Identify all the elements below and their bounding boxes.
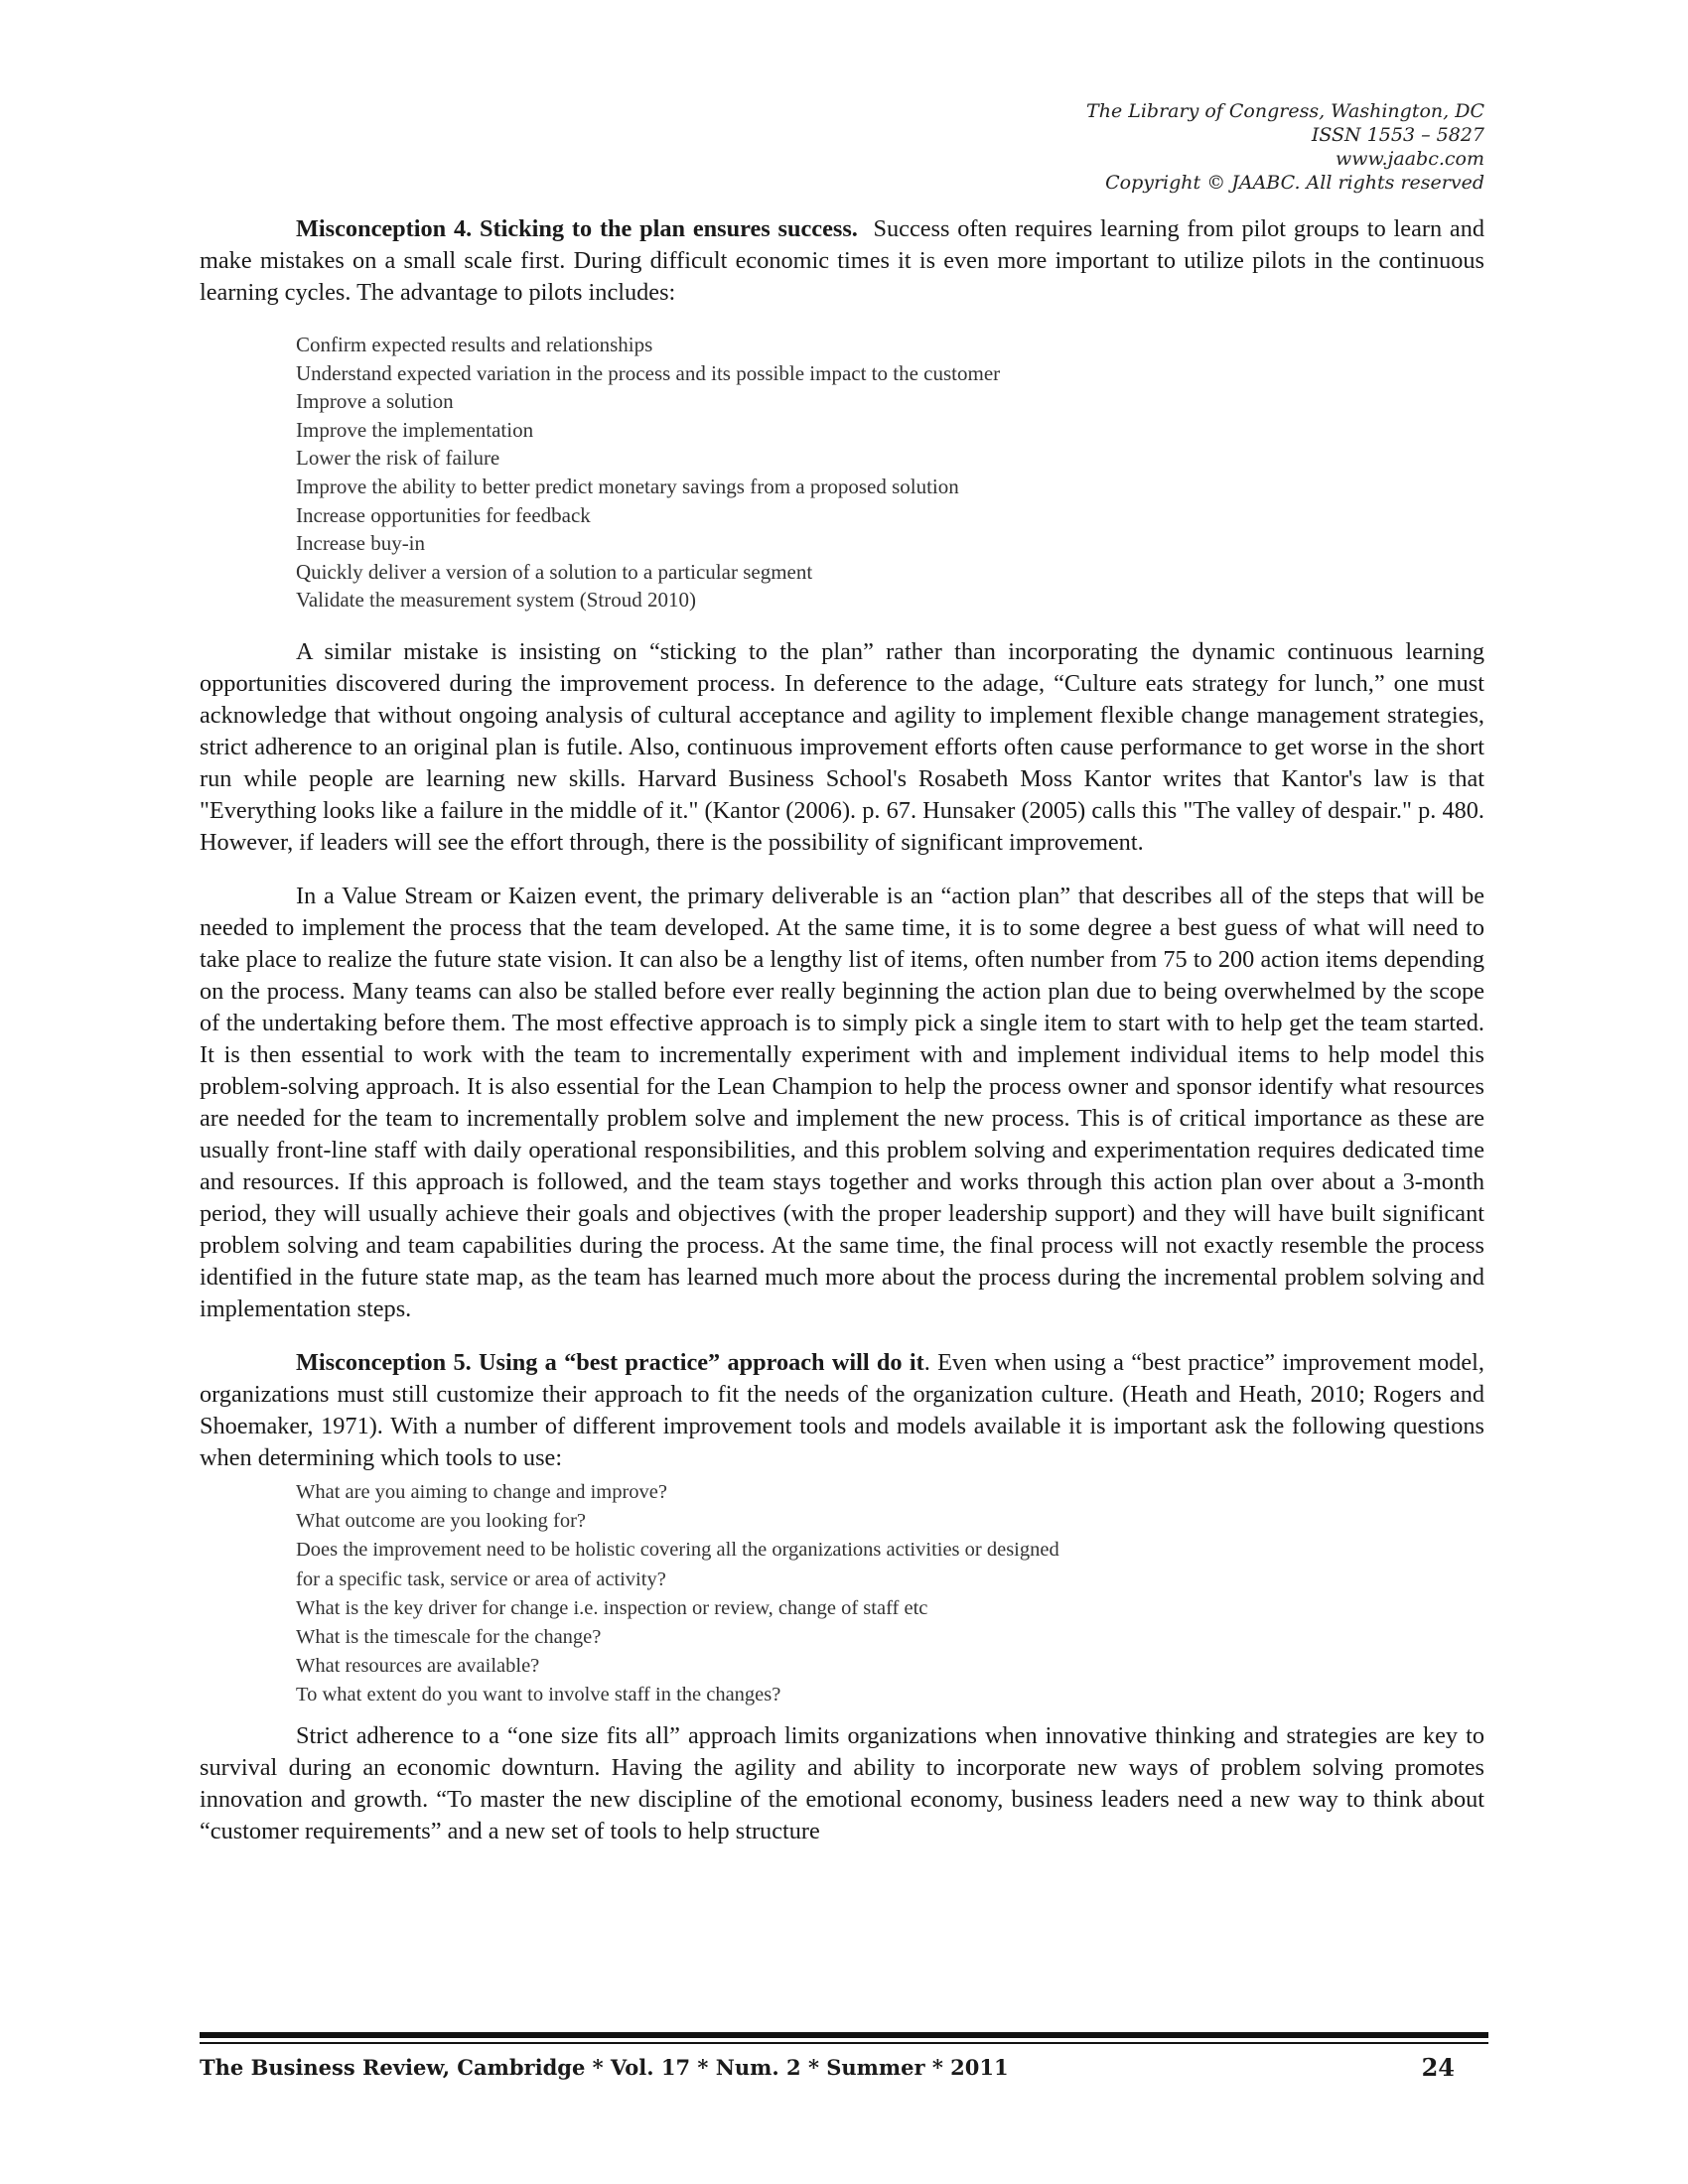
list-item: Validate the measurement system (Stroud 2010) xyxy=(296,588,696,613)
pilot-advantages-list xyxy=(200,331,1484,614)
header-website: www.jaabc.com xyxy=(1335,148,1484,170)
list-item: What is the timescale for the change? xyxy=(296,1625,602,1648)
footer-rule-thin xyxy=(200,2042,1488,2044)
strict-adherence-paragraph: Strict adherence to a “one size fits all” approach limits organizations when innovative thinking and strategies are key to survival during an economic downturn. Having the agility and ability to incorporate new ways of problem solving promotes innovation and growth. “To master the new discipline of the emotional economy, business leaders need a new way to think about “customer requirements” and a new set of tools to help structure xyxy=(200,1721,1484,1844)
list-item: Increase opportunities for feedback xyxy=(296,502,591,527)
list-item: Lower the risk of failure xyxy=(296,446,500,471)
footer-rule-thick xyxy=(200,2032,1488,2038)
list-item: What resources are available? xyxy=(296,1655,540,1678)
header-library: The Library of Congress, Washington, DC xyxy=(1086,100,1484,122)
running-header xyxy=(789,99,1484,195)
list-item: What are you aiming to change and improve? xyxy=(296,1480,667,1503)
list-item: Confirm expected results and relationships xyxy=(296,333,653,356)
page-number: 24 xyxy=(1421,2053,1455,2082)
misconception-5-heading: Misconception 5. Using a “best practice” approach will do it xyxy=(296,1348,924,1376)
list-item: Improve the ability to better predict monetary savings from a proposed solution xyxy=(296,474,959,498)
list-item: Increase buy-in xyxy=(296,531,426,556)
header-copyright: Copyright © JAABC. All rights reserved xyxy=(1105,172,1484,194)
value-stream-paragraph: In a Value Stream or Kaizen event, the primary deliverable is an “action plan” that describes all of the steps that will be needed to implement the process that the team developed. At the same time, it is to some degree a best guess of what will need to take place to realize the future state vision. It can also be a lengthy list of items, often number from 75 to 200 action items depending on the process. Many teams can also be stalled before ever really beginning the action plan due to being overwhelmed by the scope of the undertaking before them. The most effective approach is to simply pick a single item to start with to help get the team started. It is then essential to work with the team to incrementally experiment with and implement individual items to help model this problem-solving approach. It is also essential for the Lean Champion to help the process owner and sponsor identify what resources are needed for the team to incrementally problem solve and implement the new process. This is of critical importance as these are usually front-line staff with daily operational responsibilities, and this problem solving and experimentation requires dedicated time and resources. If this approach is followed, and the team stays together and works through this action plan over about a 3-month period, they will usually achieve their goals and objectives (with the proper leadership support) and they will have built significant problem solving and team capabilities during the process. At the same time, the final process will not exactly resemble the process identified in the future state map, as the team has learned much more about the process during the incremental problem solving and implementation steps. xyxy=(200,882,1484,1322)
misconception-4-heading: Misconception 4. Sticking to the plan ensures success. xyxy=(296,215,858,242)
similar-mistake-paragraph: A similar mistake is insisting on “sticking to the plan” rather than incorporating the dynamic continuous learning opportunities discovered during the improvement process. In deference to the adage, “Culture eats strategy for lunch,” one must acknowledge that without ongoing analysis of cultural acceptance and agility to implement flexible change management strategies, strict adherence to an original plan is futile. Also, continuous improvement efforts often cause performance to get worse in the short run while people are learning new skills. Harvard Business School's Rosabeth Moss Kantor writes that Kantor's law is that "Everything looks like a failure in the middle of it." (Kantor (2006). p. 67. Hunsaker (2005) calls this "The valley of despair." p. 480. However, if leaders will see the effort through, there is the possibility of significant improvement. xyxy=(200,637,1484,856)
misconception-5-paragraph xyxy=(200,1347,1484,1474)
article-body xyxy=(200,213,1484,1847)
header-issn: ISSN 1553 – 5827 xyxy=(1311,124,1484,146)
list-item: Does the improvement need to be holistic covering all the organizations activities or designed for a specific task, service or area of activity? xyxy=(296,1539,1059,1590)
misconception-4-paragraph xyxy=(200,213,1484,309)
misconception-5-text: . Even when using a “best practice” improvement model, organizations must still customize their approach to fit the needs of the organization culture. (Heath and Heath, 2010; Rogers and Shoemaker, 1971). With a number of different improvement tools and models available it is important ask the following questions when determining which tools to use: xyxy=(200,1348,1484,1471)
journal-citation: The Business Review, Cambridge * Vol. 17 * Num. 2 * Summer * 2011 xyxy=(200,2055,1009,2080)
improvement-questions-list xyxy=(200,1478,1484,1710)
list-item: What outcome are you looking for? xyxy=(296,1510,587,1533)
list-item: Quickly deliver a version of a solution to a particular segment xyxy=(296,559,813,584)
list-item: Improve a solution xyxy=(296,389,454,414)
list-item: What is the key driver for change i.e. inspection or review, change of staff etc xyxy=(296,1596,928,1619)
list-item: Understand expected variation in the process and its possible impact to the customer xyxy=(296,360,1001,385)
misconception-4-text: Success often requires learning from pilot groups to learn and make mistakes on a small scale first. During difficult economic times it is even more important to utilize pilots in the continuous learning cycles. The advantage to pilots includes: xyxy=(200,215,1484,306)
list-item: To what extent do you want to involve staff in the changes? xyxy=(296,1684,781,1706)
list-item: Improve the implementation xyxy=(296,417,534,442)
